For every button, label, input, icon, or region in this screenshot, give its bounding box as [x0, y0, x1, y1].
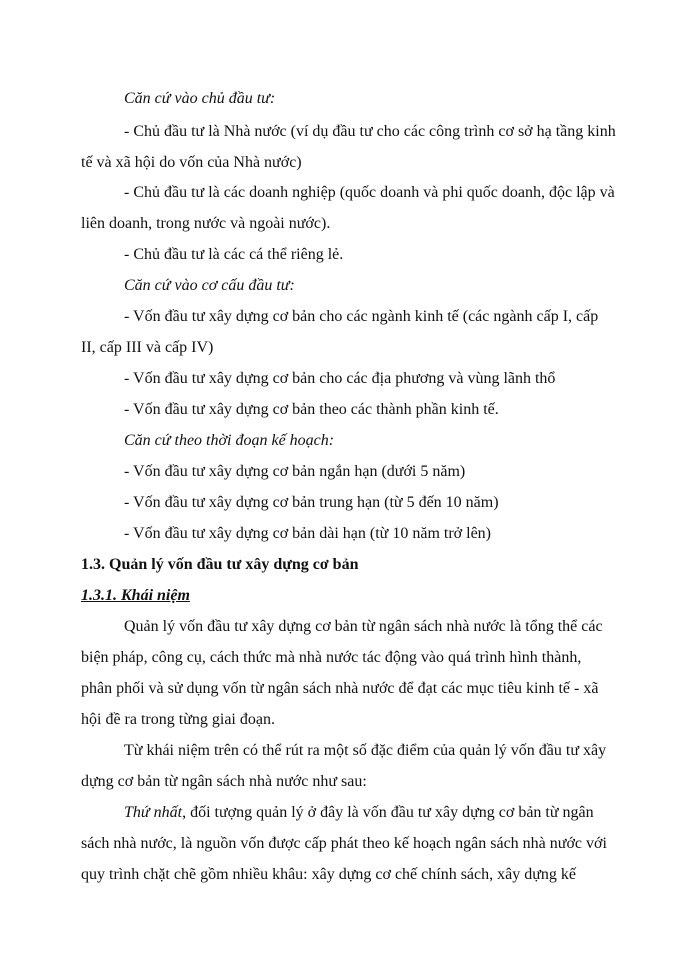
concept-p3-line-3: quy trình chặt chẽ gồm nhiều khâu: xây dựng cơ chế chính sách, xây dựng kế [81, 866, 576, 883]
structure-item-1-line-1: - Vốn đầu tư xây dựng cơ bản cho các ngành kinh tế (các ngành cấp I, cấp [124, 308, 599, 325]
basis-structure-heading: Căn cứ vào cơ cấu đầu tư: [124, 277, 295, 294]
period-item-3: - Vốn đầu tư xây dựng cơ bản dài hạn (từ 10 năm trở lên) [124, 525, 491, 542]
concept-p1-line-1: Quản lý vốn đầu tư xây dựng cơ bản từ ngân sách nhà nước là tổng thể các [124, 618, 603, 635]
owner-item-1-line-1: - Chủ đầu tư là Nhà nước (ví dụ đầu tư cho các công trình cơ sở hạ tầng kinh [124, 123, 616, 140]
concept-p2-line-1: Từ khái niệm trên có thể rút ra một số đặc điểm của quản lý vốn đầu tư xây [124, 742, 607, 759]
concept-p1-line-2: biện pháp, công cụ, cách thức mà nhà nước tác động vào quá trình hình thành, [81, 649, 582, 666]
concept-p3-line-2: sách nhà nước, là nguồn vốn được cấp phát theo kế hoạch ngân sách nhà nước với [81, 835, 607, 852]
structure-item-2: - Vốn đầu tư xây dựng cơ bản cho các địa phương và vùng lãnh thổ [124, 370, 556, 387]
concept-p1-line-3: phân phối và sử dụng vốn từ ngân sách nhà nước để đạt các mục tiêu kinh tế - xã [81, 680, 599, 697]
subsection-heading: 1.3.1. Khái niệm [81, 587, 190, 604]
basis-owner-heading: Căn cứ vào chủ đầu tư: [124, 90, 276, 107]
owner-item-3: - Chủ đầu tư là các cá thể riêng lẻ. [124, 246, 344, 263]
owner-item-1-line-2: tế và xã hội do vốn của Nhà nước) [81, 154, 302, 171]
period-item-2: - Vốn đầu tư xây dựng cơ bản trung hạn (từ 5 đến 10 năm) [124, 494, 499, 511]
concept-p2-line-2: dựng cơ bản từ ngân sách nhà nước như sau: [81, 773, 367, 790]
first-point-lead: Thứ nhất [124, 804, 183, 821]
concept-p1-line-4: hội đề ra trong từng giai đoạn. [81, 711, 275, 728]
structure-item-3: - Vốn đầu tư xây dựng cơ bản theo các thành phần kinh tế. [124, 401, 499, 418]
owner-item-2-line-2: liên doanh, trong nước và ngoài nước). [81, 215, 331, 232]
section-heading: 1.3. Quản lý vốn đầu tư xây dựng cơ bản [81, 556, 359, 573]
concept-p3-line-1: Thứ nhất, đối tượng quản lý ở đây là vốn đầu tư xây dựng cơ bản từ ngân [124, 804, 594, 821]
period-item-1: - Vốn đầu tư xây dựng cơ bản ngắn hạn (dưới 5 năm) [124, 463, 466, 480]
structure-item-1-line-2: II, cấp III và cấp IV) [81, 339, 214, 356]
basis-period-heading: Căn cứ theo thời đoạn kế hoạch: [124, 432, 335, 449]
owner-item-2-line-1: - Chủ đầu tư là các doanh nghiệp (quốc doanh và phi quốc doanh, độc lập và [124, 184, 615, 201]
